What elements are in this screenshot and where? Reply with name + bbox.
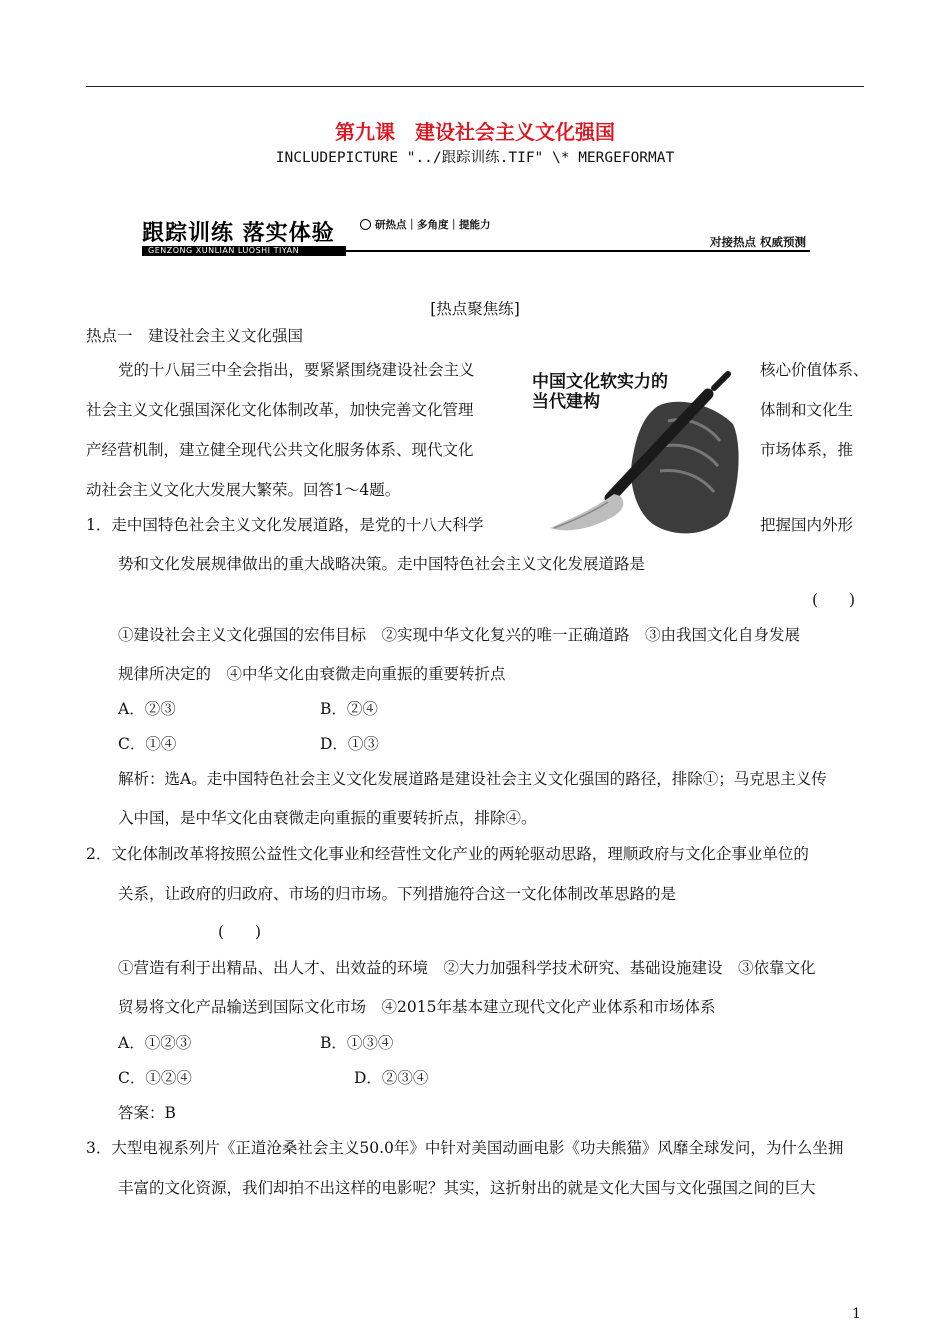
section-heading: [热点聚焦练]	[430, 300, 520, 318]
question-2-stem-2: 关系，让政府的归政府、市场的归市场。下列措施符合这一文化体制改革思路的是	[118, 885, 677, 903]
question-1-analysis-2: 入中国，是中华文化由衰微走向重振的重要转折点，排除④。	[118, 809, 537, 827]
question-1-answer-paren: ( )	[812, 591, 856, 609]
target-icon	[360, 219, 371, 230]
banner-rule	[346, 250, 810, 252]
intro-line-2: 社会主义文化强国深化文化体制改革，加快完善文化管理	[86, 401, 474, 419]
question-2-answer-paren: ( )	[218, 923, 262, 941]
question-2-choice-b: B．①③④	[320, 1034, 394, 1052]
tracking-banner	[142, 212, 810, 256]
intro-line-4: 动社会主义文化大发展大繁荣。回答1～4题。	[86, 481, 401, 499]
figure-caption-line2: 当代建构	[532, 392, 600, 412]
banner-title: 跟踪训练 落实体验	[142, 221, 335, 246]
question-1-stem: 1．走中国特色社会主义文化发展道路，是党的十八大科学	[86, 516, 484, 534]
intro-line-2-right: 体制和文化生	[760, 401, 854, 419]
banner-pinyin: GENZONG XUNLIAN LUOSHI TIYAN	[142, 246, 346, 256]
question-1-analysis-1: 解析：选A。走中国特色社会主义文化发展道路是建设社会主义文化强国的路径，排除①；马克思主义传	[118, 770, 827, 788]
intro-line-1-right: 核心价值体系、	[760, 361, 869, 379]
question-2-choice-d: D．②③④	[354, 1069, 429, 1087]
top-rule	[86, 86, 864, 87]
question-3-stem-2: 丰富的文化资源，我们却拍不出这样的电影呢？其实，这折射出的就是文化大国与文化强国之间的巨大	[118, 1179, 816, 1197]
figure-caption	[532, 372, 668, 412]
include-picture-field: INCLUDEPICTURE "../跟踪训练.TIF" \* MERGEFORMAT	[275, 150, 675, 166]
question-3-stem: 3．大型电视系列片《正道沧桑社会主义50.0年》中针对美国动画电影《功夫熊猫》风靡全球发问，为什么坐拥	[86, 1139, 844, 1157]
question-2-choice-a: A．①②③	[118, 1034, 192, 1052]
intro-line-3: 产经营机制，建立健全现代公共文化服务体系、现代文化	[86, 441, 474, 459]
hot-topic-label: 热点一 建设社会主义文化强国	[86, 327, 304, 345]
culture-figure	[528, 366, 742, 546]
question-2-options-2: 贸易将文化产品输送到国际文化市场 ④2015年基本建立现代文化产业体系和市场体系	[118, 998, 716, 1016]
question-2-options-1: ①营造有利于出精品、出人才、出效益的环境 ②大力加强科学技术研究、基础设施建设 ③依靠文化	[118, 959, 816, 977]
banner-tags-text: 研热点｜多角度｜提能力	[375, 219, 491, 231]
banner-tags	[360, 217, 491, 232]
page-number: 1	[852, 1306, 861, 1322]
question-1-options-2: 规律所决定的 ④中华文化由衰微走向重振的重要转折点	[118, 665, 506, 683]
intro-line-3-right: 市场体系，推	[760, 441, 854, 459]
question-1-choice-b: B．②④	[320, 700, 378, 718]
question-1-stem-2: 势和文化发展规律做出的重大战略决策。走中国特色社会主义文化发展道路是	[118, 555, 646, 573]
question-2-stem: 2．文化体制改革将按照公益性文化事业和经营性文化产业的两轮驱动思路，理顺政府与文化企事业单位的	[86, 845, 809, 863]
figure-caption-line1: 中国文化软实力的	[532, 372, 668, 392]
question-1-options-1: ①建设社会主义文化强国的宏伟目标 ②实现中华文化复兴的唯一正确道路 ③由我国文化自身发展	[118, 626, 801, 644]
question-1-stem-right: 把握国内外形	[760, 516, 854, 534]
question-2-answer: 答案：B	[118, 1104, 176, 1122]
banner-right-label: 对接热点 权威预测	[709, 235, 806, 249]
lesson-title: 第九课 建设社会主义文化强国	[335, 120, 615, 144]
question-1-choice-d: D．①③	[320, 735, 379, 753]
question-2-choice-c: C．①②④	[118, 1069, 192, 1087]
intro-line-1: 党的十八届三中全会指出，要紧紧围绕建设社会主义	[118, 361, 475, 379]
question-1-choice-a: A．②③	[118, 700, 176, 718]
question-1-choice-c: C．①④	[118, 735, 177, 753]
